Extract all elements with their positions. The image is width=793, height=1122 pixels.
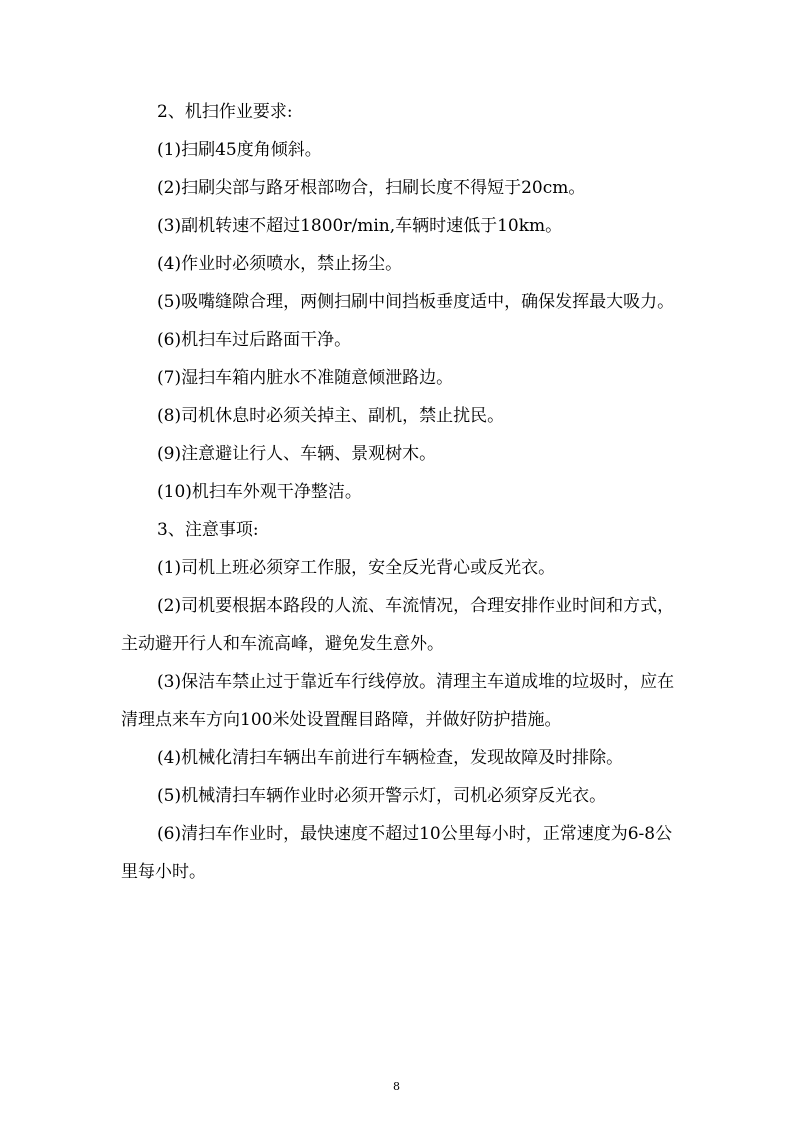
paragraph-item: (3)副机转速不超过1800r/min,车辆时速低于10km。: [157, 216, 563, 236]
paragraph-item: (3)保洁车禁止过于靠近车行线停放。清理主车道成堆的垃圾时，应在清理点来车方向100米处设置醒目路障，并做好防护措施。: [121, 672, 675, 730]
paragraph-item: (5)机械清扫车辆作业时必须开警示灯，司机必须穿反光衣。: [157, 786, 607, 806]
paragraph-item: (1)司机上班必须穿工作服，安全反光背心或反光衣。: [157, 558, 556, 578]
paragraph-item: (6)清扫车作业时，最快速度不超过10公里每小时，正常速度为6-8公里每小时。: [121, 824, 673, 882]
paragraph-item: (7)湿扫车箱内脏水不准随意倾泄路边。: [157, 368, 454, 388]
section-heading-machine-sweeping: 2、机扫作业要求:: [157, 102, 293, 122]
paragraph-item: (4)作业时必须喷水，禁止扬尘。: [157, 254, 403, 274]
paragraph-item: (9)注意避让行人、车辆、景观树木。: [157, 444, 437, 464]
paragraph-item: (5)吸嘴缝隙合理，两侧扫刷中间挡板垂度适中，确保发挥最大吸力。: [157, 292, 675, 312]
paragraph-item: (2)司机要根据本路段的人流、车流情况，合理安排作业时间和方式，主动避开行人和车流高峰，避免发生意外。: [121, 596, 675, 654]
paragraph-item: (10)机扫车外观干净整洁。: [157, 482, 362, 502]
paragraph-item: (6)机扫车过后路面干净。: [157, 330, 352, 350]
paragraph-item: (4)机械化清扫车辆出车前进行车辆检查，发现故障及时排除。: [157, 748, 624, 768]
paragraph-item: (2)扫刷尖部与路牙根部吻合，扫刷长度不得短于20cm。: [157, 178, 586, 198]
document-body: [121, 93, 676, 891]
page-number: 8: [393, 1080, 400, 1093]
paragraph-item: (8)司机休息时必须关掉主、副机，禁止扰民。: [157, 406, 505, 426]
section-heading-precautions: 3、注意事项:: [157, 520, 259, 540]
paragraph-item: (1)扫刷45度角倾斜。: [157, 140, 322, 160]
